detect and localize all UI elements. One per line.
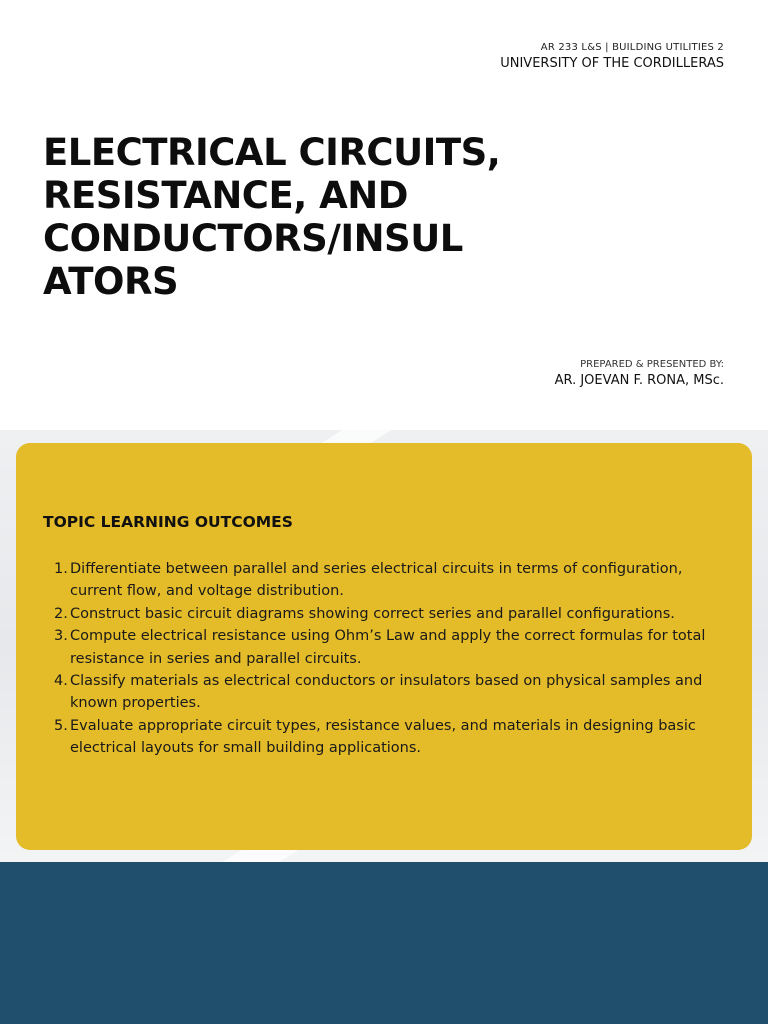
list-item bbox=[54, 558, 724, 603]
course-code: AR 233 L&S | BUILDING UTILITIES 2 bbox=[540, 42, 724, 53]
item-number: 3. bbox=[54, 628, 68, 645]
item-text: Differentiate between parallel and series electrical circuits in terms of configuration, current flow, and voltage distribution. bbox=[70, 561, 683, 600]
item-text: Compute electrical resistance using Ohm’s Law and apply the correct formulas for total resistance in series and parallel circuits. bbox=[70, 628, 706, 667]
item-text: Evaluate appropriate circuit types, resistance values, and materials in designing basic electrical layouts for small building applications. bbox=[70, 717, 696, 757]
course-header bbox=[500, 42, 724, 71]
item-number: 5. bbox=[54, 717, 68, 734]
learning-outcomes-card bbox=[16, 443, 752, 850]
presenter-block bbox=[555, 359, 724, 388]
list-item bbox=[54, 603, 724, 625]
university-name: UNIVERSITY OF THE CORDILLERAS bbox=[500, 56, 724, 71]
outcomes-heading: TOPIC LEARNING OUTCOMES bbox=[43, 513, 293, 531]
item-text: Classify materials as electrical conductors or insulators based on physical samples and known properties. bbox=[70, 673, 703, 712]
item-number: 4. bbox=[54, 673, 68, 690]
outcomes-list bbox=[54, 558, 724, 760]
item-text: Construct basic circuit diagrams showing correct series and parallel configurations. bbox=[70, 605, 675, 622]
presenter-name: AR. JOEVAN F. RONA, MSc. bbox=[554, 373, 724, 388]
item-number: 1. bbox=[54, 561, 68, 577]
list-item bbox=[54, 715, 724, 760]
page-title: ELECTRICAL CIRCUITS, RESISTANCE, AND CONDUCTORS/INSUL ATORS bbox=[43, 131, 501, 303]
list-item bbox=[54, 670, 724, 715]
footer-band bbox=[0, 862, 768, 1024]
list-item bbox=[54, 625, 724, 670]
item-number: 2. bbox=[54, 605, 68, 622]
prepared-by-label: PREPARED & PRESENTED BY: bbox=[580, 359, 724, 370]
